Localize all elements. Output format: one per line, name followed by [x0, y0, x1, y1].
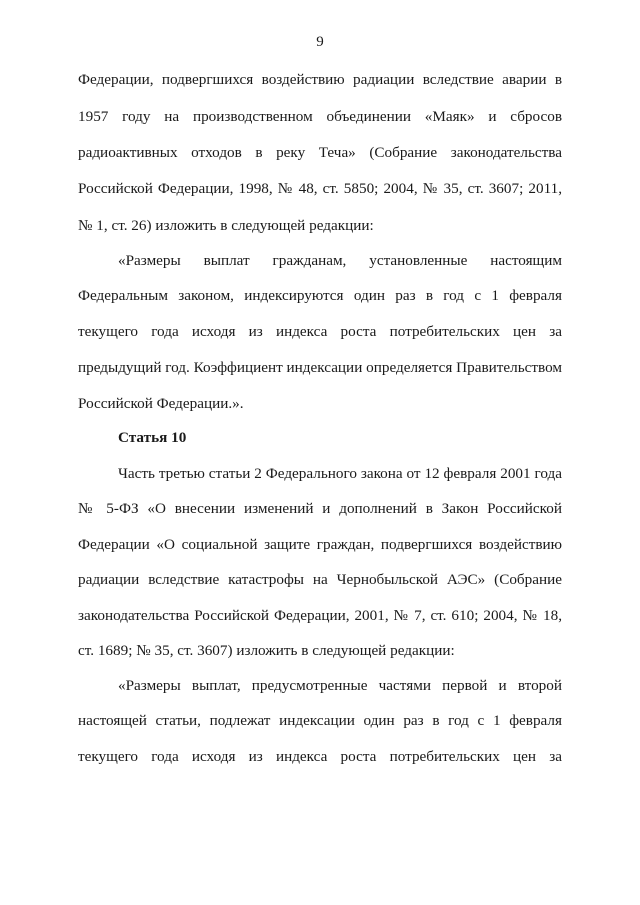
- text-line: текущего года исходя из индекса роста потребительских цен за: [78, 323, 562, 340]
- text-line: Федерации, подвергшихся воздействию радиации вследствие аварии в: [78, 71, 562, 88]
- page-number: 9: [316, 34, 324, 50]
- text-line: «Размеры выплат гражданам, установленные настоящим: [118, 252, 562, 269]
- text-line: Федеральным законом, индексируются один раз в год с 1 февраля: [78, 287, 562, 304]
- text-line: «Размеры выплат, предусмотренные частями первой и второй: [118, 677, 562, 694]
- text-line: ст. 1689; № 35, ст. 3607) изложить в следующей редакции:: [78, 642, 455, 659]
- text-line: Федерации «О социальной защите граждан, подвергшихся воздействию: [78, 536, 562, 553]
- text-line: Российской Федерации, 1998, № 48, ст. 5850; 2004, № 35, ст. 3607; 2011,: [78, 180, 562, 197]
- text-line: Часть третью статьи 2 Федерального закона от 12 февраля 2001 года: [118, 465, 562, 482]
- article-heading: Статья 10: [118, 429, 187, 446]
- text-line: Российской Федерации.».: [78, 395, 244, 412]
- text-line: настоящей статьи, подлежат индексации один раз в год с 1 февраля: [78, 712, 562, 729]
- text-line: 1957 году на производственном объединении «Маяк» и сбросов: [78, 108, 562, 125]
- text-line: радиации вследствие катастрофы на Чернобыльской АЭС» (Собрание: [78, 571, 562, 588]
- text-line: № 5-ФЗ «О внесении изменений и дополнений в Закон Российской: [78, 500, 562, 517]
- text-line: текущего года исходя из индекса роста потребительских цен за: [78, 748, 562, 765]
- text-line: законодательства Российской Федерации, 2001, № 7, ст. 610; 2004, № 18,: [78, 607, 562, 624]
- text-line: предыдущий год. Коэффициент индексации определяется Правительством: [78, 359, 562, 376]
- text-line: радиоактивных отходов в реку Теча» (Собрание законодательства: [78, 144, 562, 161]
- text-line: № 1, ст. 26) изложить в следующей редакции:: [78, 217, 374, 234]
